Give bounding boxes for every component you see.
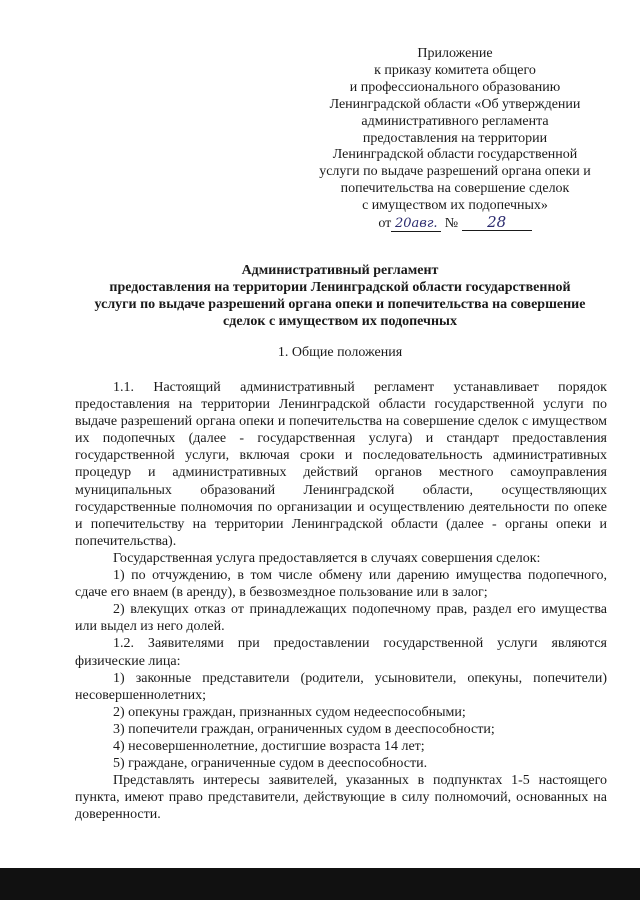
title-line: предоставления на территории Ленинградской области государственной bbox=[109, 280, 571, 295]
document-body bbox=[75, 379, 607, 823]
paragraph: 3) попечители граждан, ограниченных судом в дееспособности; bbox=[113, 721, 495, 737]
paragraph: 4) несовершеннолетние, достигшие возраста 14 лет; bbox=[113, 738, 425, 754]
title-line: Административный регламент bbox=[241, 263, 439, 278]
handwritten-number: 28 bbox=[462, 215, 532, 231]
annex-line: административного регламента bbox=[361, 113, 549, 129]
annex-line: Ленинградской области «Об утверждении bbox=[329, 96, 581, 112]
annex-line: услуги по выдаче разрешений органа опеки и bbox=[319, 164, 591, 180]
paragraph: 1) по отчуждению, в том числе обмену или дарению имущества подопечного, сдаче его внаем (в аренду), в безвозмездное пользование или в залог; bbox=[75, 568, 607, 601]
paragraph: 1.2. Заявителями при предоставлении государственной услуги являются физические лица: bbox=[75, 636, 607, 669]
paragraph: 5) граждане, ограниченные судом в дееспособности. bbox=[113, 756, 428, 772]
title-line: услуги по выдаче разрешений органа опеки и попечительства на совершение bbox=[94, 297, 586, 312]
scan-bottom-edge bbox=[0, 868, 640, 900]
annex-line: с имуществом их подопечных» bbox=[362, 198, 548, 214]
annex-line: Ленинградской области государственной bbox=[332, 147, 578, 163]
annex-line: Приложение bbox=[417, 46, 493, 61]
date-prefix: от bbox=[378, 216, 392, 232]
paragraph: 2) влекущих отказ от принадлежащих подопечному прав, раздел его имущества или выдел из него долей. bbox=[75, 602, 607, 635]
paragraph: 1.1. Настоящий административный регламент устанавливает порядок предоставления на территории Ленинградской области государственной услуги по выдаче разрешений органа опеки и попечительства на совершение сделок с имуществом их подопечных (далее - государственная услуга) и стандарт предоставления государственной услуги, включая сроки и последовательность административных процедур и административных действий органов местного самоуправления муниципальных образований Ленинградской области, осуществляющих государственные полномочия по организации и осуществлению деятельности по опеке и попечительству на территории Ленинградской области (далее - органы опеки и попечительства). bbox=[75, 380, 607, 549]
handwritten-date: 20авг. bbox=[391, 216, 441, 232]
annex-line: попечительства на совершение сделок bbox=[340, 181, 570, 197]
paragraph: Представлять интересы заявителей, указанных в подпунктах 1-5 настоящего пункта, имеют право представители, действующие в силу полномочий, основанных на доверенности. bbox=[75, 773, 607, 823]
paragraph: 2) опекуны граждан, признанных судом недееспособными; bbox=[113, 704, 466, 720]
document-title bbox=[70, 262, 610, 330]
title-line: сделок с имуществом их подопечных bbox=[223, 314, 457, 329]
number-sign: № bbox=[444, 216, 459, 232]
paragraph: Государственная услуга предоставляется в случаях совершения сделок: bbox=[113, 550, 541, 566]
annex-line: предоставления на территории bbox=[362, 130, 548, 146]
annex-line: к приказу комитета общего bbox=[374, 62, 536, 78]
annex-line: и профессионального образованию bbox=[349, 79, 561, 95]
annex-header bbox=[300, 46, 610, 233]
section-heading: 1. Общие положения bbox=[277, 345, 403, 360]
annex-date-line bbox=[300, 215, 610, 233]
paragraph: 1) законные представители (родители, усыновители, опекуны, попечители) несовершеннолетних; bbox=[75, 670, 607, 703]
